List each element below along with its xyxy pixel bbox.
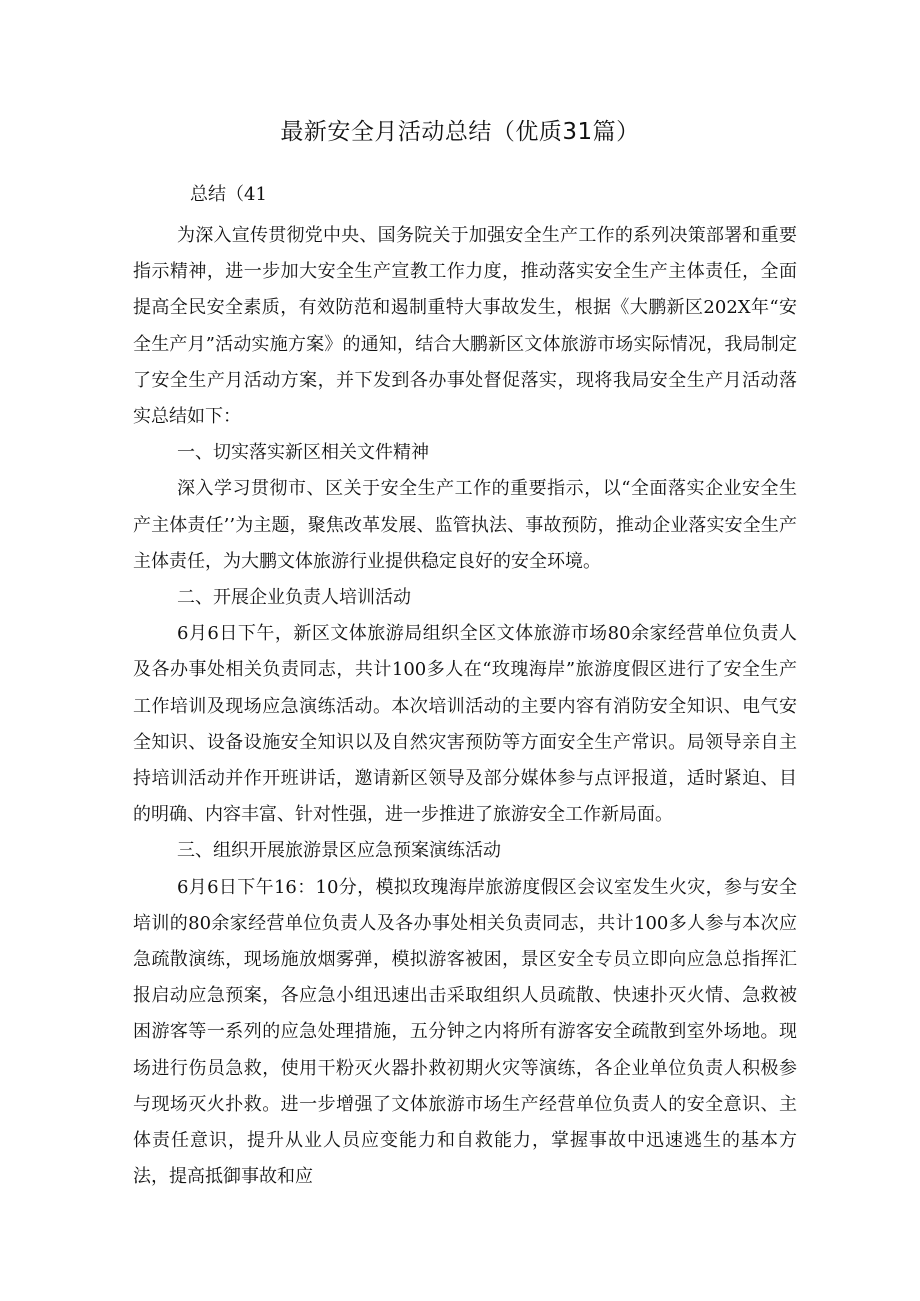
document-title: 最新安全月活动总结（优质31篇） bbox=[280, 119, 640, 145]
document-body bbox=[133, 218, 797, 1195]
section-2-paragraph: 6月6日下午，新区文体旅游局组织全区文体旅游市场80余家经营单位负责人及各办事处相关负责同志，共计100多人在“玫瑰海岸”旅游度假区进行了安全生产工作培训及现场应急演练活动。本次培训活动的主要内容有消防安全知识、电气安全知识、设备设施安全知识以及自然灾害预防等方面安全生产常识。局领导亲自主持培训活动并作开班讲话，邀请新区领导及部分媒体参与点评报道，适时紧迫、目的明确、内容丰富、针对性强，进一步推进了旅游安全工作新局面。 bbox=[133, 623, 797, 826]
intro-paragraph: 为深入宣传贯彻党中央、国务院关于加强安全生产工作的系列决策部署和重要指示精神，进一步加大安全生产宣教工作力度，推动落实安全生产主体责任，全面提高全民安全素质，有效防范和遏制重特大事故发生，根据《大鹏新区202X年“安全生产月”活动实施方案》的通知，结合大鹏新区文体旅游市场实际情况，我局制定了安全生产月活动方案，并下发到各办事处督促落实，现将我局安全生产月活动落实总结如下： bbox=[133, 225, 797, 428]
document-subtitle: 总结（41 bbox=[190, 184, 267, 205]
section-3-paragraph: 6月6日下午16：10分，模拟玫瑰海岸旅游度假区会议室发生火灾，参与安全培训的80余家经营单位负责人及各办事处相关负责同志，共计100多人参与本次应急疏散演练，现场施放烟雾弹，模拟游客被困，景区安全专员立即向应急总指挥汇报启动应急预案，各应急小组迅速出击采取组织人员疏散、快速扑灭火情、急救被困游客等一系列的应急处理措施，五分钟之内将所有游客安全疏散到室外场地。现场进行伤员急救，使用干粉灭火器扑救初期火灾等演练，各企业单位负责人积极参与现场灭火扑救。进一步增强了文体旅游市场生产经营单位负责人的安全意识、主体责任意识，提升从业人员应变能力和自救能力，掌握事故中迅速逃生的基本方法，提高抵御事故和应 bbox=[133, 876, 797, 1188]
section-2-heading: 二、开展企业负责人培训活动 bbox=[177, 587, 411, 609]
section-3-heading: 三、组织开展旅游景区应急预案演练活动 bbox=[177, 840, 501, 862]
section-1-paragraph: 深入学习贯彻市、区关于安全生产工作的重要指示，以“全面落实企业安全生产主体责任’’为主题，聚焦改革发展、监管执法、事故预防，推动企业落实安全生产主体责任，为大鹏文体旅游行业提供稳定良好的安全环境。 bbox=[133, 478, 797, 572]
section-1-heading: 一、切实落实新区相关文件精神 bbox=[177, 442, 429, 464]
